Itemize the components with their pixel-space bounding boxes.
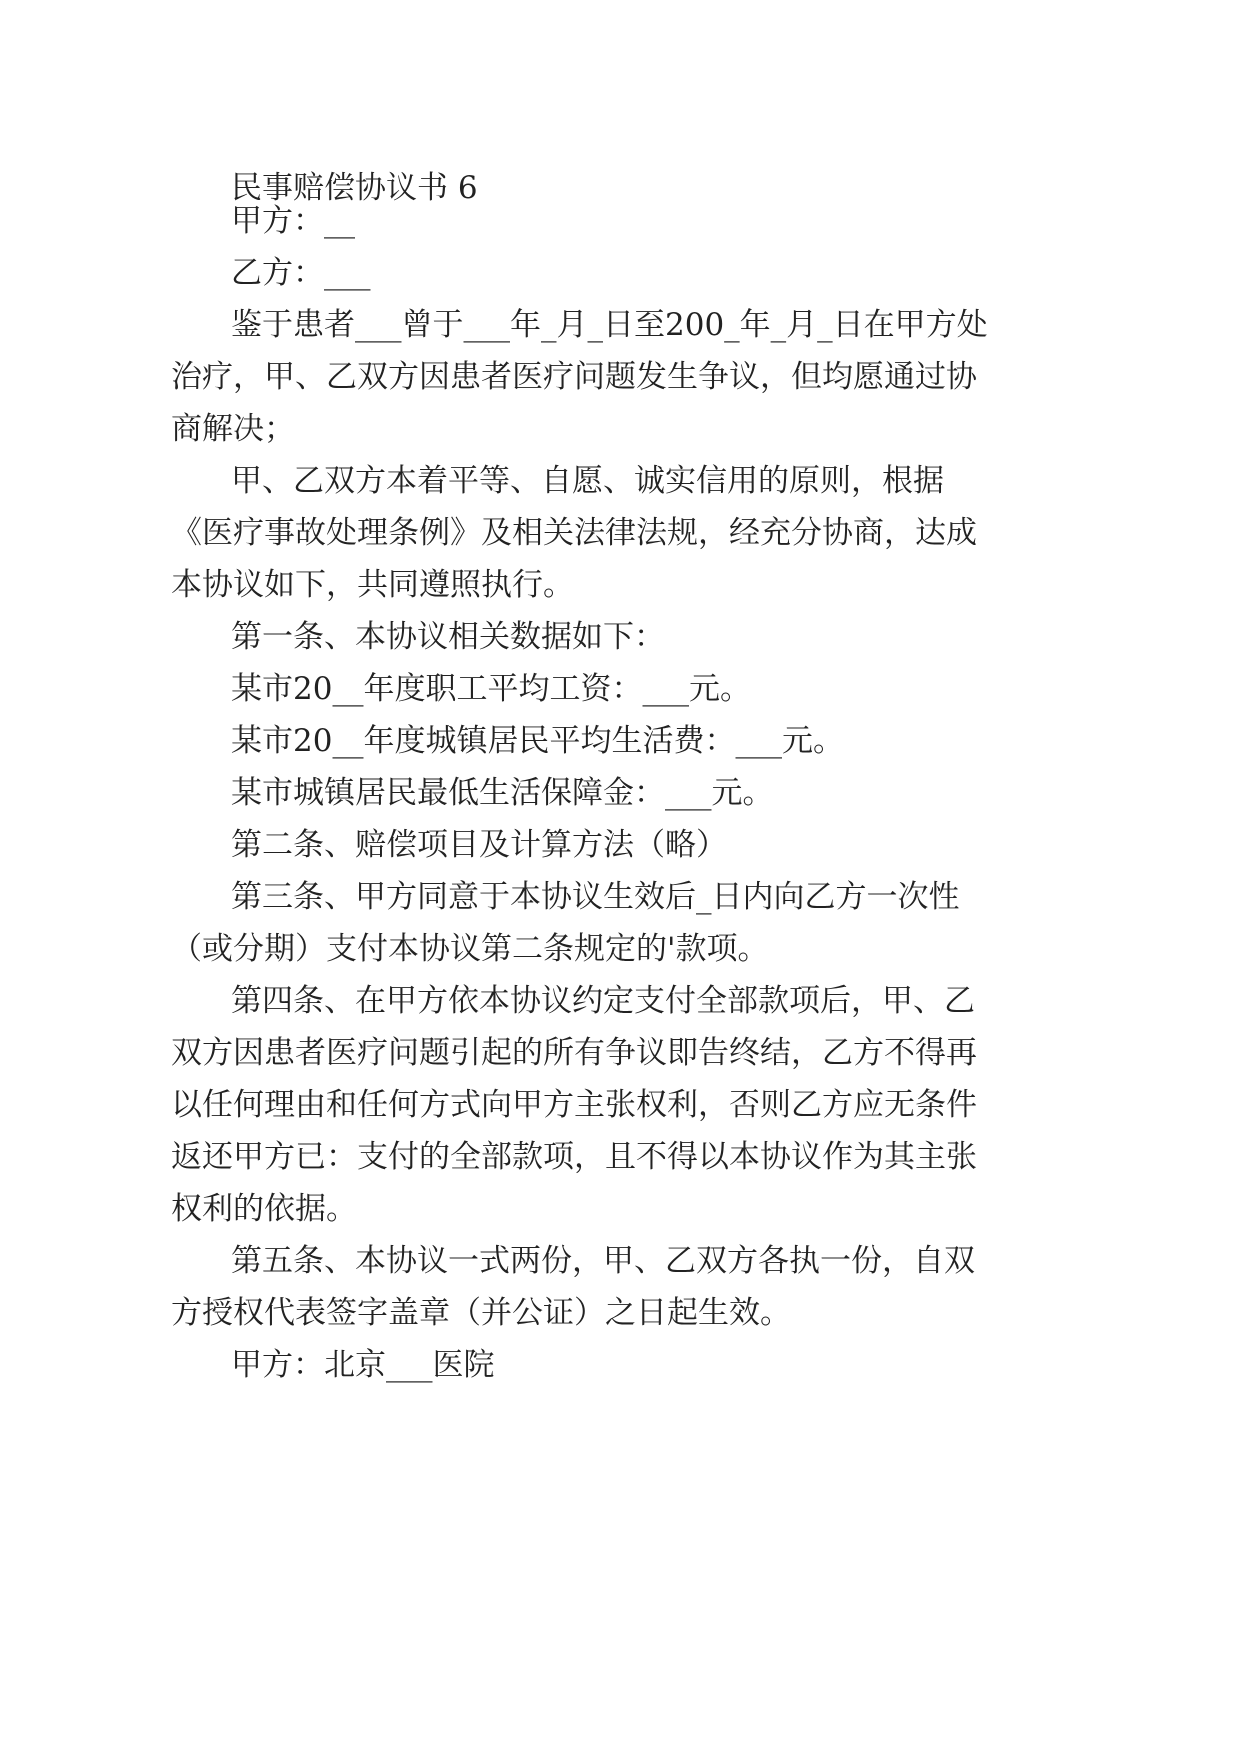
paragraph-line [0,305,1241,345]
paragraph-line [0,565,1241,605]
party-a-line [0,201,1241,241]
signature-party-a-line [0,1345,1241,1385]
article-text: 第一条、本协议相关数据如下： [231,619,665,655]
paragraph-text: 方授权代表签字盖章（并公证）之日起生效。 [171,1295,791,1331]
paragraph-line [0,1189,1241,1229]
paragraph-text: 鉴于患者___曾于___年_月_日至200_年_月_日在甲方处 [231,307,988,343]
party-a-text: 甲方：__ [231,203,355,239]
paragraph-text: 甲、乙双方本着平等、自愿、诚实信用的原则，根据 [231,463,944,499]
paragraph-text: 双方因患者医疗问题引起的所有争议即告终结，乙方不得再 [171,1035,977,1071]
paragraph-line [0,461,1241,501]
data-text: 某市20__年度城镇居民平均生活费：___元。 [231,723,844,759]
article-text: 第二条、赔偿项目及计算方法（略） [231,827,727,863]
data-text: 某市20__年度职工平均工资：___元。 [231,671,751,707]
article-5-line [0,1241,1241,1281]
data-line [0,721,1241,761]
party-b-line [0,253,1241,293]
paragraph-line [0,1293,1241,1333]
paragraph-text: （或分期）支付本协议第二条规定的'款项。 [171,931,769,967]
paragraph-line [0,409,1241,449]
paragraph-line [0,1137,1241,1177]
paragraph-text: 《医疗事故处理条例》及相关法律法规，经充分协商，达成 [171,515,977,551]
paragraph-text: 以任何理由和任何方式向甲方主张权利，否则乙方应无条件 [171,1087,977,1123]
article-2-line [0,825,1241,865]
title-text: 民事赔偿协议书 6 [231,170,478,206]
signature-text: 甲方：北京___医院 [231,1347,495,1383]
article-text: 第三条、甲方同意于本协议生效后_日内向乙方一次性 [231,879,960,915]
article-text: 第四条、在甲方依本协议约定支付全部款项后，甲、乙 [231,983,975,1019]
article-3-line [0,877,1241,917]
paragraph-line [0,357,1241,397]
paragraph-line [0,929,1241,969]
paragraph-text: 本协议如下，共同遵照执行。 [171,567,574,603]
paragraph-line [0,1085,1241,1125]
party-b-text: 乙方：___ [231,255,371,291]
data-line [0,669,1241,709]
article-text: 第五条、本协议一式两份，甲、乙双方各执一份，自双 [231,1243,975,1279]
data-line [0,773,1241,813]
data-text: 某市城镇居民最低生活保障金：___元。 [231,775,774,811]
paragraph-text: 返还甲方已：支付的全部款项，且不得以本协议作为其主张 [171,1139,977,1175]
article-4-line [0,981,1241,1021]
paragraph-text: 商解决； [171,411,295,447]
paragraph-line [0,513,1241,553]
paragraph-text: 治疗，甲、乙双方因患者医疗问题发生争议，但均愿通过协 [171,359,977,395]
paragraph-text: 权利的依据。 [171,1191,357,1227]
paragraph-line [0,1033,1241,1073]
article-1-line [0,617,1241,657]
